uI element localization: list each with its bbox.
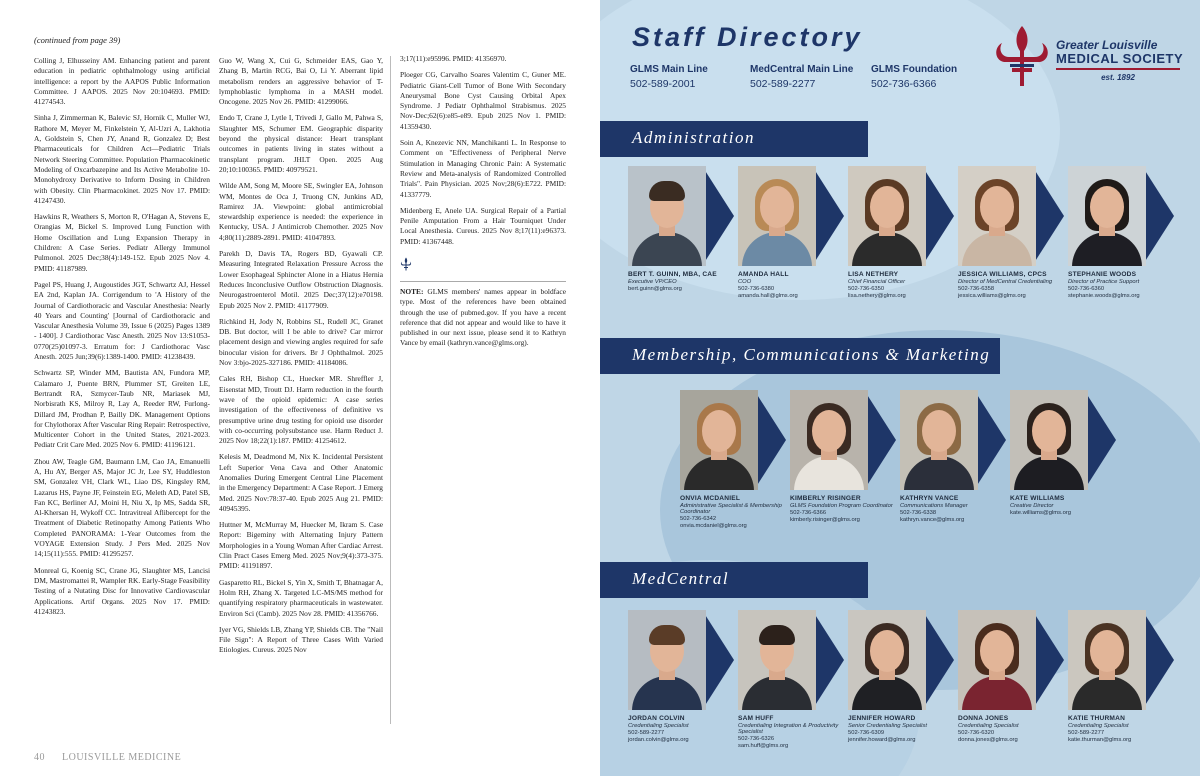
page-title: Staff Directory xyxy=(632,22,863,52)
section-title: Membership, Communications & Marketing xyxy=(632,345,991,364)
right-page xyxy=(600,0,1200,776)
reference-item: Midenberg E, Anele UA. Surgical Repair of a Partial Penile Amputation From a Hair Tourniquet Under Local Anesthesia. Cureus. 2025 Nov 8;17(11):e96373. PMID: 41367448. xyxy=(400,205,566,246)
staff-role: Credentialing Specialist xyxy=(958,723,1019,729)
references-column-3 xyxy=(400,54,566,253)
staff-phone: 502-736-6320 xyxy=(958,730,995,736)
logo-established: est. 1892 xyxy=(1101,73,1135,82)
staff-role: COO xyxy=(738,279,752,285)
staff-email[interactable]: jordan.colvin@glms.org xyxy=(628,737,689,743)
reference-item: Schwartz SP, Winder MM, Bautista AN, Fundora MP, Calamaro J, Puente BRN, Plummer ST, Greiten LE, Bertrandt RA, Szmycer-Taub NR, Mariasek MJ, Norbisrath KS, Milroy R, Lay A, Reeder RW, Furlong-Dillard JM, Prodhan P, Bailly DK. Management Options for Chylothorax After Vascular Ring Repair: Retrospective, Multicenter Cohort in the United States, 2021-2023. Pediatr Crit Care Med. 2025 Nov 6. PMID: 41196121. xyxy=(34,368,210,450)
staff-phone: 502-736-6309 xyxy=(848,730,885,736)
staff-photo xyxy=(628,610,706,710)
staff-email[interactable]: donna.jones@glms.org xyxy=(958,737,1018,743)
reference-item: Monreal G, Koenig SC, Crane JG, Slaughter MS, Lancisi DM, Mastromattei R, Wampler RK. Early-Stage Feasibility Testing of a Nutating Disc for Innovative Cardiovascular Applications. Artif Organs. 2025 Nov 17. PMID: 41243823. xyxy=(34,565,210,616)
staff-email[interactable]: kate.williams@glms.org xyxy=(1010,510,1071,516)
staff-name: DONNA JONES xyxy=(958,715,1009,722)
reference-item: Iyer VG, Shields LB, Zhang YP, Shields CB. The "Nail File Sign": A Report of Three Cases With Varied Etiologies. Cureus. 2025 Nov xyxy=(219,624,383,655)
staff-role: Director of Practice Support xyxy=(1068,279,1140,285)
section-title: Administration xyxy=(632,128,756,147)
reference-item: Wilde AM, Song M, Moore SE, Swingler EA, Johnson WM, Montes de Oca J, Truong CN, Junkins AD, Ramirez JA. Viewpoint: global antimicrobial stewardship experience is needed: the experience in Kentucky, USA. J Antimicrob Chemother. 2025 Nov 4;80(11):2889-2891. PMID: 41047893. xyxy=(219,181,383,242)
staff-photo xyxy=(628,166,706,266)
staff-role: GLMS Foundation Program Coordinator xyxy=(790,503,893,509)
staff-email[interactable]: onvia.mcdaniel@glms.org xyxy=(680,523,747,529)
staff-email[interactable]: katie.thurman@glms.org xyxy=(1068,737,1132,743)
staff-card xyxy=(958,610,1064,743)
section-band-administration xyxy=(600,121,868,157)
main-line-glms xyxy=(630,64,708,90)
continued-note: (continued from page 39) xyxy=(34,35,121,45)
reference-item: Pagel PS, Huang J, Augoustides JGT, Schwartz AJ, Hessel EA 2nd, Kaplan JA. Corrigendum to 'A History of the Journal of Cardiothoracic and Vascular Anesthesia: Nearly 40 Years and Counting' [Journal of Cardiothoracic and Vascular Anesthesia Volume 39, Issue 6 (2025) Pages 1389 - 1400]. J Cardiothorac Vasc Anesth. 2025 Nov 13:S1053-0770(25)01097-3. Erratum for: J Cardiothorac Vasc Anesth. 2025 Jun;39(6):1389-1400. PMID: 41238439. xyxy=(34,279,210,362)
staff-name: KATHRYN VANCE xyxy=(900,495,959,502)
staff-photo xyxy=(958,166,1036,266)
staff-card xyxy=(738,166,844,299)
staff-card xyxy=(1068,166,1174,299)
staff-phone: 502-736-6342 xyxy=(680,516,717,522)
staff-phone: 502-736-6380 xyxy=(738,286,775,292)
staff-name: LISA NETHERY xyxy=(848,271,899,278)
main-line-label: GLMS Main Line xyxy=(630,64,708,75)
reference-item: Cales RH, Bishop CL, Huecker MR. Shreffler J, Eisenstat MD, Troutt DJ. Harm reduction in the fourth wave of the opioid epidemic: A case series investigation of the effectiveness of definitive vs presumptive urine drug testing for opioid use disorder with co-occurring polysubstance use. Harm Reduct J. 2025 Nov 18;22(1):187. PMID: 41254612. xyxy=(219,374,383,446)
staff-role: Director of MedCentral Credentialing xyxy=(958,279,1053,285)
glms-logo xyxy=(992,24,1192,88)
main-line-label: GLMS Foundation xyxy=(871,64,958,75)
reference-item: Zhou AW, Teagle GM, Baumann LM, Cao JA, Emanuelli A, Hu AY, Berger AS, Major JC Jr, Lee SY, Huddleston SM, Gonzalez VH, Clark WL, Liao DS, Kingsley RM, Lazarus HS, Payne JF, Feinstein EG, Meleth AD, Patel SB, Fan KC, Berliner AJ, Moini H, Niu X, Ip MS, Sadda SR, Al-Khersan H, Wykoff CC. Intravitreal Aflibercept for the Treatment of Diabetic Retinopathy Among Patients Who Completed PANORAMA: 1-Year Outcomes from the VOYAGE Extension Study. J Pers Med. 2025 Nov 14;15(11):555. PMID: 41295257. xyxy=(34,456,210,559)
reference-item: Huttner M, McMurray M, Huecker M, Ikram S. Case Report: Bigeminy with Alternating Injury Pattern Morphologies in a Young Woman After Cardiac Arrest. Clin Pract Cases Emerg Med. 2025 Nov;9(4):373-375. PMID: 41191897. xyxy=(219,520,383,571)
reference-item: Gasparetto RL, Bickel S, Yin X, Smith T, Bhatnagar A, Holm RH, Zhang X. Targeted LC-MS/MS method for quantifying respiratory pharmaceuticals in wastewater. Environ Sci (Camb). 2025 Nov 28. PMID: 41356766. xyxy=(219,577,383,618)
reference-item: Richkind H, Jody N, Robbins SL, Rudell JC, Granet DB. But doctor, will I be able to drive? Car mirror placement design and viewing angles required for safe binocular vision for drivers. Br J Ophthalmol. 2025 Nov 3:bjo-2025-327186. PMID: 41184086. xyxy=(219,316,383,368)
reference-item: Endo T, Crane J, Lytle I, Trivedi J, Gallo M, Pahwa S, Slaughter MS, Schumer EM. Geographic disparity beyond the physical distance: Heart transplant outcomes in patients living in states without a transplant program. JHLT Open. 2025 Aug 20;10:100365. PMID: 40979521. xyxy=(219,113,383,174)
staff-card xyxy=(848,610,954,743)
staff-photo xyxy=(1068,166,1146,266)
reference-item: Hawkins R, Weathers S, Morton R, O'Hagan A, Stevens E, Orangias M, Bickel S. Improved Lung Function with Home Oscillation and Lung Expansion Therapy in Children: A Case Series. Pediatr Allergy Immunol Pulmonol. 2025 Dec;38(4):149-152. Epub 2025 Nov 4. PMID: 41187989. xyxy=(34,212,210,273)
main-line-number: 502-589-2277 xyxy=(750,78,816,90)
staff-photo xyxy=(900,390,978,490)
staff-role: Administrative Specialist & Membership Coordinator xyxy=(680,503,782,515)
references-column-2 xyxy=(219,56,383,662)
reference-item: Soin A, Knezevic NN, Manchikanti L. In Response to Comment on "Effectiveness of Peripheral Nerve Stimulation in Managing Chronic Pain: A Systematic Review and Meta-analysis of Randomized Controlled Trials". Pain Physician. 2025 Nov;28(6):E722. PMID: 41337779. xyxy=(400,138,566,199)
page-number: 40 xyxy=(34,752,45,763)
note-label: NOTE: xyxy=(400,287,424,296)
staff-role: Senior Credentialing Specialist xyxy=(848,723,927,729)
staff-card xyxy=(900,390,1006,523)
staff-phone: 502-736-6350 xyxy=(848,286,885,292)
staff-name: KATE WILLIAMS xyxy=(1010,495,1065,502)
staff-name: KIMBERLY RISINGER xyxy=(790,495,861,502)
staff-name: ONVIA MCDANIEL xyxy=(680,495,741,502)
staff-role: Executive VP/CEO xyxy=(628,279,677,285)
main-line-number: 502-736-6366 xyxy=(871,78,937,90)
staff-phone: 502-736-6360 xyxy=(1068,286,1105,292)
logo-line-2: MEDICAL SOCIETY xyxy=(1056,51,1184,66)
staff-card xyxy=(1010,390,1116,516)
staff-email[interactable]: amanda.hall@glms.org xyxy=(738,293,798,299)
staff-email[interactable]: kimberly.risinger@glms.org xyxy=(790,517,860,523)
reference-item: Parekh D, Davis TA, Rogers BD, Gyawali CP. Measuring Integrated Relaxation Pressure Across the Lower Esophageal Sphincter Alone in a Hiatus Hernia Reduces Inconclusive Outflow Obstruction Diagnosis. Neurogastroenterol Motil. 2025 Dec;37(12):e70198. Epub 2025 Nov 2. PMID: 41177909. xyxy=(219,249,383,310)
staff-photo xyxy=(790,390,868,490)
staff-name: JENNIFER HOWARD xyxy=(848,715,916,722)
note-separator xyxy=(400,281,566,282)
reference-item: Kelesis M, Deadmond M, Nix K. Incidental Persistent Left Superior Vena Cava and Other Anatomic Anomalies During Emergent Central Line Placement in the Emergency Department: A Case Report. J Emerg Med. 2025 Nov:78:37-40. Epub 2025 Aug 21. PMID: 40945395. xyxy=(219,452,383,513)
staff-name: AMANDA HALL xyxy=(738,271,789,278)
staff-photo xyxy=(958,610,1036,710)
staff-role: Communications Manager xyxy=(900,503,968,509)
staff-name: JESSICA WILLIAMS, CPCS xyxy=(958,271,1047,278)
staff-phone: 502-736-6366 xyxy=(790,510,827,516)
note-block xyxy=(400,287,566,349)
publication-title: LOUISVILLE MEDICINE xyxy=(62,752,182,763)
main-line-foundation xyxy=(871,64,957,90)
reference-item: 3;17(11):e95996. PMID: 41356970. xyxy=(400,54,507,63)
section-band-membership xyxy=(600,338,1000,374)
reference-item: Sinha J, Zimmerman K, Balevic SJ, Hornik C, Muller WJ, Rathore M, Meyer M, Finkelstein Y, Al-Uzri A, Lakhotia A, Goldstein S, Chen JY, Anand R, Gonzalez D; Best Pharmaceuticals for Children Act—Pediatric Trials Network Steering Committee. Population Pharmacokinetic Modeling of Oxcarbazepine and Its Active Metabolite 10-Monohydroxy Derivative to Inform Dosing in Children with Obesity. Clin Pharmacokinet. 2025 Nov 17. PMID: 41247430. xyxy=(34,113,210,205)
section-title: MedCentral xyxy=(632,569,730,588)
staff-card xyxy=(628,166,734,292)
staff-email[interactable]: jennifer.howard@glms.org xyxy=(848,737,916,743)
reference-item: Guo W, Wang X, Cui G, Schmeider EAS, Gao Y, Zhang B, Martin RCG, Bai O, Li Y. Aberrant lipid metabolism renders an aggressive behavior of T-lymphoblastic lymphoma in a MASH model. Oncogene. 2025 Nov 26. PMID: 41299066. xyxy=(219,56,383,107)
staff-card xyxy=(848,166,954,299)
column-divider xyxy=(390,56,391,724)
staff-role: Credentialing Specialist xyxy=(628,723,689,729)
staff-card xyxy=(1068,610,1174,743)
staff-email[interactable]: jessica.williams@glms.org xyxy=(958,293,1026,299)
fleur-de-lis-icon xyxy=(400,257,412,271)
staff-email[interactable]: kathryn.vance@glms.org xyxy=(900,517,965,523)
logo-line-1: Greater Louisville xyxy=(1056,38,1158,52)
section-band-medcentral xyxy=(600,562,868,598)
staff-photo xyxy=(738,166,816,266)
staff-name: KATIE THURMAN xyxy=(1068,715,1126,722)
staff-phone: 502-589-2277 xyxy=(1068,730,1105,736)
page-footer xyxy=(34,752,195,763)
staff-photo xyxy=(680,390,758,490)
fleur-de-lis-icon xyxy=(992,24,1052,88)
staff-role: Creative Director xyxy=(1010,503,1054,509)
staff-photo xyxy=(738,610,816,710)
staff-phone: 502-589-2277 xyxy=(628,730,665,736)
main-line-medcentral xyxy=(750,64,853,90)
staff-name: STEPHANIE WOODS xyxy=(1068,271,1137,278)
staff-photo xyxy=(1068,610,1146,710)
staff-card xyxy=(680,390,786,529)
staff-email[interactable]: bert.guinn@glms.org xyxy=(628,286,682,292)
staff-email[interactable]: lisa.nethery@glms.org xyxy=(848,293,906,299)
staff-photo xyxy=(848,610,926,710)
staff-phone: 502-736-6326 xyxy=(738,736,775,742)
staff-role: Chief Financial Officer xyxy=(848,279,906,285)
reference-item: Ploeger CG, Carvalho Soares Valentim C, Guner ME. Pediatric Giant-Cell Tumor of Bone With Secondary Aneurysmal Bone Cyst Causing Orbital Apex Syndrome. J Pediatr Ophthalmol Strabismus. 2025 Nov-Dec;62(6):e85-e89. Epub 2025 Nov 1. PMID: 41359430. xyxy=(400,70,566,131)
staff-card xyxy=(628,610,734,743)
note-text: GLMS members' names appear in boldface type. Most of the references have been obtained through the use of pubmed.gov. If you have a recent reference that did not appear and would like to have it published in our next issue, please send it to Kathryn Vance by email (kathryn.vance@glms.org). xyxy=(400,287,566,348)
staff-name: JORDAN COLVIN xyxy=(628,715,685,722)
staff-email[interactable]: sam.huff@glms.org xyxy=(738,743,789,749)
staff-card xyxy=(738,610,844,749)
references-column-1 xyxy=(34,56,210,623)
main-line-number: 502-589-2001 xyxy=(630,78,696,90)
staff-phone: 502-736-6338 xyxy=(900,510,937,516)
staff-card xyxy=(790,390,896,523)
staff-email[interactable]: stephanie.woods@glms.org xyxy=(1068,293,1140,299)
staff-role: Credentialing Specialist xyxy=(1068,723,1129,729)
staff-photo xyxy=(1010,390,1088,490)
staff-photo xyxy=(848,166,926,266)
staff-name: SAM HUFF xyxy=(738,715,774,722)
staff-phone: 502-736-6358 xyxy=(958,286,995,292)
staff-card xyxy=(958,166,1064,299)
logo-rule xyxy=(1056,68,1180,70)
staff-role: Credentialing Integration & Productivity Specialist xyxy=(738,723,839,735)
reference-item: Colling J, Elhusseiny AM. Enhancing patient and parent education in pediatric ophthalmology using artificial intelligence: a report by the AAPOS Public Information Committee. J AAPOS. 2025 Nov 20:104693. PMID: 41274543. xyxy=(34,56,210,107)
staff-name: BERT T. GUINN, MBA, CAE xyxy=(628,271,717,278)
main-line-label: MedCentral Main Line xyxy=(750,64,854,75)
